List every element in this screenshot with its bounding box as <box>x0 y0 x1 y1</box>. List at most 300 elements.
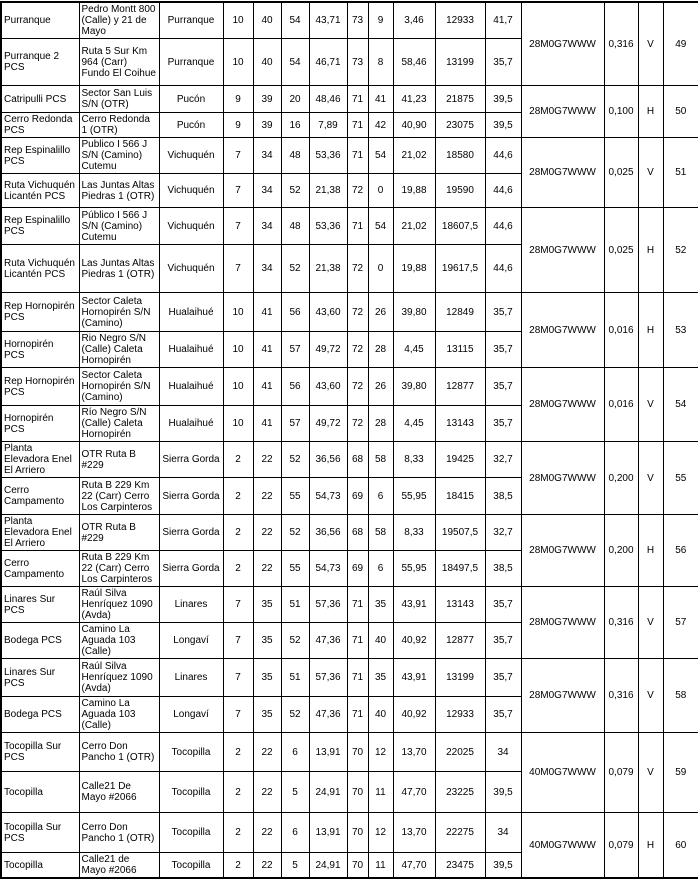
factor-cell: 0,016 <box>604 293 638 368</box>
comuna-cell: Sierra Gorda <box>159 478 223 515</box>
row-number-cell: 58 <box>663 659 698 733</box>
value-cell: 8,33 <box>393 442 435 478</box>
value-cell: 6 <box>368 478 393 515</box>
polarization-cell: V <box>638 659 663 733</box>
factor-cell: 0,316 <box>604 659 638 733</box>
value-cell: 47,36 <box>309 697 347 733</box>
value-cell: 11 <box>368 853 393 879</box>
polarization-cell: H <box>638 208 663 293</box>
value-cell: 72 <box>347 332 368 368</box>
comuna-cell: Tocopilla <box>159 733 223 772</box>
table-row <box>1 293 698 332</box>
value-cell: 19590 <box>435 174 485 208</box>
value-cell: 18497,5 <box>435 551 485 587</box>
value-cell: 28 <box>368 332 393 368</box>
address-cell: Cerro Redonda 1 (OTR) <box>79 113 159 138</box>
value-cell: 47,36 <box>309 623 347 659</box>
table-row <box>1 86 698 113</box>
value-cell: 10 <box>223 2 253 39</box>
value-cell: 55 <box>281 478 309 515</box>
row-number-cell: 54 <box>663 368 698 442</box>
value-cell: 69 <box>347 478 368 515</box>
value-cell: 19507,5 <box>435 515 485 551</box>
value-cell: 35 <box>253 697 281 733</box>
value-cell: 48,46 <box>309 86 347 113</box>
factor-cell: 0,200 <box>604 442 638 515</box>
value-cell: 22 <box>253 442 281 478</box>
value-cell: 52 <box>281 623 309 659</box>
value-cell: 20 <box>281 86 309 113</box>
value-cell: 23225 <box>435 772 485 813</box>
value-cell: 39,5 <box>485 772 521 813</box>
value-cell: 2 <box>223 772 253 813</box>
value-cell: 40 <box>253 39 281 86</box>
value-cell: 36,56 <box>309 515 347 551</box>
value-cell: 40,92 <box>393 623 435 659</box>
site-name-cell: Rep Hornopirén PCS <box>1 368 79 406</box>
value-cell: 21875 <box>435 86 485 113</box>
table-row <box>1 208 698 245</box>
value-cell: 7 <box>223 697 253 733</box>
value-cell: 10 <box>223 332 253 368</box>
value-cell: 70 <box>347 733 368 772</box>
table-row <box>1 733 698 772</box>
value-cell: 49,72 <box>309 406 347 442</box>
comuna-cell: Longaví <box>159 623 223 659</box>
comuna-cell: Tocopilla <box>159 853 223 879</box>
value-cell: 21,02 <box>393 208 435 245</box>
table-row <box>1 587 698 623</box>
address-cell: Camino La Aguada 103 (Calle) <box>79 623 159 659</box>
site-name-cell: Rep Espinalillo PCS <box>1 208 79 245</box>
polarization-cell: V <box>638 442 663 515</box>
emission-code-cell: 40M0G7WWW <box>521 813 604 879</box>
table-row <box>1 659 698 697</box>
value-cell: 9 <box>368 2 393 39</box>
value-cell: 57 <box>281 332 309 368</box>
factor-cell: 0,025 <box>604 208 638 293</box>
value-cell: 47,70 <box>393 853 435 879</box>
emission-code-cell: 28M0G7WWW <box>521 442 604 515</box>
value-cell: 12 <box>368 813 393 853</box>
value-cell: 4,45 <box>393 406 435 442</box>
value-cell: 12877 <box>435 368 485 406</box>
value-cell: 21,38 <box>309 174 347 208</box>
value-cell: 9 <box>223 86 253 113</box>
row-number-cell: 50 <box>663 86 698 138</box>
value-cell: 21,02 <box>393 138 435 174</box>
address-cell: Sector Caleta Hornopirén S/N (Camino) <box>79 293 159 332</box>
value-cell: 54 <box>368 138 393 174</box>
value-cell: 38,5 <box>485 478 521 515</box>
value-cell: 9 <box>223 113 253 138</box>
value-cell: 57,36 <box>309 659 347 697</box>
comuna-cell: Sierra Gorda <box>159 442 223 478</box>
value-cell: 40 <box>253 2 281 39</box>
value-cell: 34 <box>485 733 521 772</box>
value-cell: 7 <box>223 174 253 208</box>
value-cell: 52 <box>281 515 309 551</box>
site-name-cell: Ruta Vichuquén Licantén PCS <box>1 245 79 293</box>
value-cell: 57,36 <box>309 587 347 623</box>
address-cell: Publico I 566 J S/N (Camino) Cutemu <box>79 138 159 174</box>
value-cell: 41 <box>253 332 281 368</box>
value-cell: 69 <box>347 551 368 587</box>
value-cell: 22 <box>253 772 281 813</box>
value-cell: 55,95 <box>393 478 435 515</box>
value-cell: 2 <box>223 853 253 879</box>
comuna-cell: Sierra Gorda <box>159 515 223 551</box>
value-cell: 12933 <box>435 697 485 733</box>
site-name-cell: Tocopilla Sur PCS <box>1 733 79 772</box>
value-cell: 35,7 <box>485 623 521 659</box>
value-cell: 32,7 <box>485 442 521 478</box>
value-cell: 48 <box>281 138 309 174</box>
value-cell: 35 <box>253 659 281 697</box>
table-row <box>1 2 698 39</box>
comuna-cell: Vichuquén <box>159 208 223 245</box>
value-cell: 54 <box>281 39 309 86</box>
site-name-cell: Cerro Campamento <box>1 551 79 587</box>
value-cell: 2 <box>223 813 253 853</box>
value-cell: 43,91 <box>393 587 435 623</box>
value-cell: 39 <box>253 113 281 138</box>
value-cell: 21,38 <box>309 245 347 293</box>
value-cell: 10 <box>223 293 253 332</box>
site-name-cell: Linares Sur PCS <box>1 659 79 697</box>
comuna-cell: Pucón <box>159 113 223 138</box>
emission-code-cell: 28M0G7WWW <box>521 208 604 293</box>
address-cell: Las Juntas Altas Piedras 1 (OTR) <box>79 245 159 293</box>
site-name-cell: Rep Espinalillo PCS <box>1 138 79 174</box>
row-number-cell: 56 <box>663 515 698 587</box>
value-cell: 58 <box>368 515 393 551</box>
value-cell: 58 <box>368 442 393 478</box>
value-cell: 38,5 <box>485 551 521 587</box>
site-name-cell: Linares Sur PCS <box>1 587 79 623</box>
site-name-cell: Bodega PCS <box>1 697 79 733</box>
value-cell: 54,73 <box>309 551 347 587</box>
row-number-cell: 52 <box>663 208 698 293</box>
value-cell: 51 <box>281 587 309 623</box>
factor-cell: 0,079 <box>604 733 638 813</box>
value-cell: 54 <box>368 208 393 245</box>
value-cell: 5 <box>281 772 309 813</box>
value-cell: 73 <box>347 39 368 86</box>
address-cell: Ruta B 229 Km 22 (Carr) Cerro Los Carpinteros <box>79 478 159 515</box>
value-cell: 13143 <box>435 406 485 442</box>
value-cell: 68 <box>347 442 368 478</box>
value-cell: 0 <box>368 174 393 208</box>
site-name-cell: Planta Elevadora Enel El Arriero <box>1 515 79 551</box>
address-cell: Rio Negro S/N (Calle) Caleta Hornopirén <box>79 332 159 368</box>
site-name-cell: Rep Hornopirén PCS <box>1 293 79 332</box>
value-cell: 44,6 <box>485 174 521 208</box>
value-cell: 41 <box>253 406 281 442</box>
value-cell: 53,36 <box>309 138 347 174</box>
value-cell: 12877 <box>435 623 485 659</box>
value-cell: 71 <box>347 86 368 113</box>
factor-cell: 0,025 <box>604 138 638 208</box>
value-cell: 35,7 <box>485 368 521 406</box>
value-cell: 68 <box>347 515 368 551</box>
value-cell: 22 <box>253 733 281 772</box>
value-cell: 19,88 <box>393 245 435 293</box>
value-cell: 52 <box>281 697 309 733</box>
value-cell: 35,7 <box>485 293 521 332</box>
value-cell: 43,60 <box>309 293 347 332</box>
value-cell: 8,33 <box>393 515 435 551</box>
factor-cell: 0,079 <box>604 813 638 879</box>
value-cell: 70 <box>347 853 368 879</box>
row-number-cell: 59 <box>663 733 698 813</box>
value-cell: 72 <box>347 406 368 442</box>
value-cell: 53,36 <box>309 208 347 245</box>
value-cell: 22 <box>253 853 281 879</box>
row-number-cell: 57 <box>663 587 698 659</box>
value-cell: 71 <box>347 208 368 245</box>
value-cell: 7 <box>223 659 253 697</box>
value-cell: 39,5 <box>485 86 521 113</box>
value-cell: 35 <box>368 659 393 697</box>
value-cell: 71 <box>347 587 368 623</box>
polarization-cell: H <box>638 813 663 879</box>
polarization-cell: V <box>638 2 663 86</box>
site-name-cell: Ruta Vichuquén Licantén PCS <box>1 174 79 208</box>
value-cell: 22 <box>253 478 281 515</box>
value-cell: 40,90 <box>393 113 435 138</box>
value-cell: 6 <box>281 733 309 772</box>
comuna-cell: Longaví <box>159 697 223 733</box>
value-cell: 71 <box>347 659 368 697</box>
address-cell: Cerro Don Pancho 1 (OTR) <box>79 813 159 853</box>
table-row <box>1 368 698 406</box>
factor-cell: 0,100 <box>604 86 638 138</box>
value-cell: 41,23 <box>393 86 435 113</box>
polarization-cell: V <box>638 368 663 442</box>
value-cell: 70 <box>347 813 368 853</box>
value-cell: 7 <box>223 245 253 293</box>
comuna-cell: Purranque <box>159 39 223 86</box>
value-cell: 7 <box>223 208 253 245</box>
value-cell: 35 <box>253 587 281 623</box>
value-cell: 4,45 <box>393 332 435 368</box>
value-cell: 28 <box>368 406 393 442</box>
value-cell: 7 <box>223 138 253 174</box>
value-cell: 39,5 <box>485 853 521 879</box>
value-cell: 56 <box>281 293 309 332</box>
value-cell: 44,6 <box>485 245 521 293</box>
value-cell: 7,89 <box>309 113 347 138</box>
table-row <box>1 813 698 853</box>
value-cell: 13199 <box>435 39 485 86</box>
address-cell: Calle21 De Mayo #2066 <box>79 772 159 813</box>
value-cell: 13,91 <box>309 733 347 772</box>
comuna-cell: Hualaihué <box>159 368 223 406</box>
value-cell: 6 <box>281 813 309 853</box>
value-cell: 32,7 <box>485 515 521 551</box>
value-cell: 71 <box>347 697 368 733</box>
factor-cell: 0,016 <box>604 368 638 442</box>
factor-cell: 0,200 <box>604 515 638 587</box>
polarization-cell: V <box>638 587 663 659</box>
comuna-cell: Vichuquén <box>159 138 223 174</box>
site-name-cell: Planta Elevadora Enel El Arriero <box>1 442 79 478</box>
value-cell: 13,70 <box>393 733 435 772</box>
value-cell: 49,72 <box>309 332 347 368</box>
comuna-cell: Hualaihué <box>159 406 223 442</box>
value-cell: 26 <box>368 368 393 406</box>
site-name-cell: Catripulli PCS <box>1 86 79 113</box>
value-cell: 8 <box>368 39 393 86</box>
site-name-cell: Purranque 2 PCS <box>1 39 79 86</box>
value-cell: 47,70 <box>393 772 435 813</box>
emission-code-cell: 28M0G7WWW <box>521 86 604 138</box>
value-cell: 55,95 <box>393 551 435 587</box>
value-cell: 35,7 <box>485 406 521 442</box>
site-name-cell: Bodega PCS <box>1 623 79 659</box>
comuna-cell: Pucón <box>159 86 223 113</box>
value-cell: 55 <box>281 551 309 587</box>
address-cell: Raúl Silva Henríquez 1090 (Avda) <box>79 587 159 623</box>
row-number-cell: 60 <box>663 813 698 879</box>
value-cell: 35,7 <box>485 659 521 697</box>
emission-code-cell: 28M0G7WWW <box>521 659 604 733</box>
value-cell: 13,70 <box>393 813 435 853</box>
value-cell: 56 <box>281 368 309 406</box>
address-cell: Ruta B 229 Km 22 (Carr) Cerro Los Carpinteros <box>79 551 159 587</box>
polarization-cell: H <box>638 515 663 587</box>
value-cell: 35 <box>368 587 393 623</box>
value-cell: 48 <box>281 208 309 245</box>
value-cell: 72 <box>347 245 368 293</box>
site-name-cell: Cerro Redonda PCS <box>1 113 79 138</box>
value-cell: 6 <box>368 551 393 587</box>
address-cell: Raúl Silva Henríquez 1090 (Avda) <box>79 659 159 697</box>
value-cell: 39,5 <box>485 113 521 138</box>
value-cell: 13,91 <box>309 813 347 853</box>
site-name-cell: Purranque <box>1 2 79 39</box>
value-cell: 26 <box>368 293 393 332</box>
value-cell: 40 <box>368 623 393 659</box>
comuna-cell: Tocopilla <box>159 772 223 813</box>
value-cell: 41 <box>253 293 281 332</box>
site-name-cell: Tocopilla Sur PCS <box>1 813 79 853</box>
value-cell: 18607,5 <box>435 208 485 245</box>
value-cell: 12 <box>368 733 393 772</box>
value-cell: 24,91 <box>309 853 347 879</box>
value-cell: 19617,5 <box>435 245 485 293</box>
value-cell: 39,80 <box>393 293 435 332</box>
value-cell: 24,91 <box>309 772 347 813</box>
value-cell: 18415 <box>435 478 485 515</box>
value-cell: 34 <box>253 245 281 293</box>
value-cell: 22275 <box>435 813 485 853</box>
factor-cell: 0,316 <box>604 2 638 86</box>
value-cell: 2 <box>223 515 253 551</box>
comuna-cell: Hualaihué <box>159 332 223 368</box>
comuna-cell: Vichuquén <box>159 245 223 293</box>
value-cell: 41,7 <box>485 2 521 39</box>
value-cell: 43,60 <box>309 368 347 406</box>
value-cell: 18580 <box>435 138 485 174</box>
value-cell: 34 <box>485 813 521 853</box>
value-cell: 22 <box>253 515 281 551</box>
sites-table <box>0 1 698 879</box>
polarization-cell: V <box>638 138 663 208</box>
value-cell: 34 <box>253 138 281 174</box>
site-name-cell: Cerro Campamento <box>1 478 79 515</box>
address-cell: Público I 566 J S/N (Camino) Cutemu <box>79 208 159 245</box>
value-cell: 12849 <box>435 293 485 332</box>
value-cell: 72 <box>347 174 368 208</box>
site-name-cell: Hornopirén PCS <box>1 332 79 368</box>
value-cell: 43,91 <box>393 659 435 697</box>
address-cell: Camino La Aguada 103 (Calle) <box>79 697 159 733</box>
value-cell: 58,46 <box>393 39 435 86</box>
value-cell: 34 <box>253 208 281 245</box>
value-cell: 13143 <box>435 587 485 623</box>
emission-code-cell: 28M0G7WWW <box>521 138 604 208</box>
value-cell: 10 <box>223 39 253 86</box>
value-cell: 52 <box>281 174 309 208</box>
value-cell: 73 <box>347 2 368 39</box>
value-cell: 22 <box>253 551 281 587</box>
sites-table-body <box>1 2 698 878</box>
value-cell: 44,6 <box>485 138 521 174</box>
comuna-cell: Vichuquén <box>159 174 223 208</box>
value-cell: 54 <box>281 2 309 39</box>
value-cell: 41 <box>253 368 281 406</box>
value-cell: 35,7 <box>485 332 521 368</box>
polarization-cell: H <box>638 86 663 138</box>
polarization-cell: V <box>638 733 663 813</box>
value-cell: 44,6 <box>485 208 521 245</box>
value-cell: 5 <box>281 853 309 879</box>
value-cell: 35,7 <box>485 587 521 623</box>
site-name-cell: Tocopilla <box>1 772 79 813</box>
value-cell: 42 <box>368 113 393 138</box>
value-cell: 2 <box>223 733 253 772</box>
address-cell: OTR Ruta B #229 <box>79 442 159 478</box>
comuna-cell: Purranque <box>159 2 223 39</box>
address-cell: OTR Ruta B #229 <box>79 515 159 551</box>
value-cell: 72 <box>347 368 368 406</box>
value-cell: 40 <box>368 697 393 733</box>
factor-cell: 0,316 <box>604 587 638 659</box>
value-cell: 11 <box>368 772 393 813</box>
value-cell: 39 <box>253 86 281 113</box>
value-cell: 43,71 <box>309 2 347 39</box>
emission-code-cell: 28M0G7WWW <box>521 515 604 587</box>
value-cell: 2 <box>223 551 253 587</box>
site-name-cell: Tocopilla <box>1 853 79 879</box>
emission-code-cell: 28M0G7WWW <box>521 2 604 86</box>
comuna-cell: Tocopilla <box>159 813 223 853</box>
value-cell: 23075 <box>435 113 485 138</box>
value-cell: 19425 <box>435 442 485 478</box>
comuna-cell: Linares <box>159 659 223 697</box>
site-name-cell: Hornopirén PCS <box>1 406 79 442</box>
polarization-cell: H <box>638 293 663 368</box>
value-cell: 35,7 <box>485 39 521 86</box>
row-number-cell: 49 <box>663 2 698 86</box>
row-number-cell: 55 <box>663 442 698 515</box>
row-number-cell: 53 <box>663 293 698 368</box>
row-number-cell: 51 <box>663 138 698 208</box>
value-cell: 40,92 <box>393 697 435 733</box>
value-cell: 52 <box>281 245 309 293</box>
